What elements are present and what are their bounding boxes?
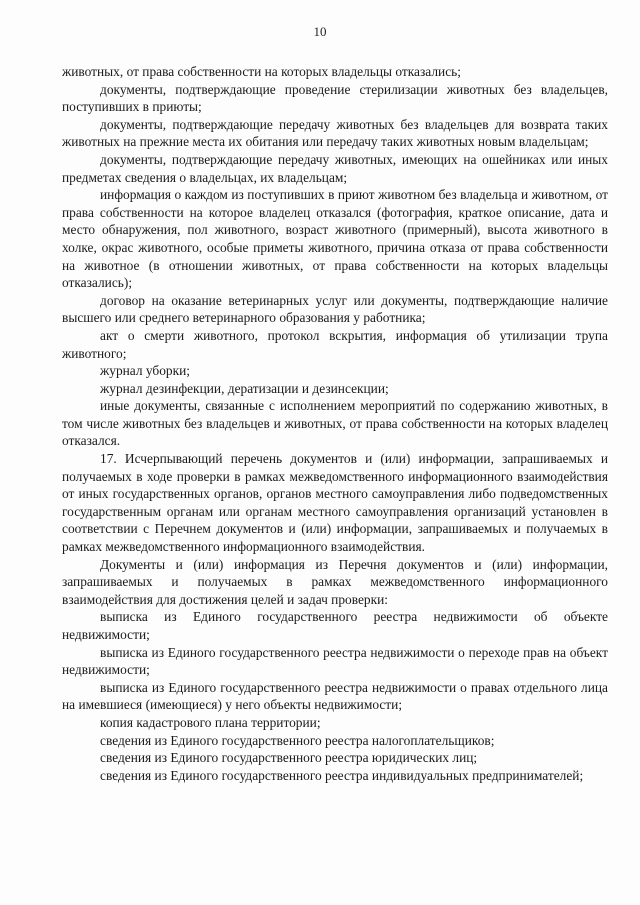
- paragraph: сведения из Единого государственного реестра индивидуальных предпринимателей;: [100, 767, 584, 783]
- paragraph: акт о смерти животного, протокол вскрытия, информация об утилизации трупа животного;: [62, 327, 608, 361]
- paragraph: 17. Исчерпывающий перечень документов и (или) информации, запрашиваемых и получаемых в ходе проверки в рамках межведомственного информационного взаимодействия от иных государственных органов, органов местного самоуправления либо подведомственных государственным органам или органам местного самоуправления организаций установлен в соответствии с Перечнем документов и (или) информации, запрашиваемых и получаемых в рамках межведомственного информационного взаимодействия.: [62, 451, 608, 555]
- paragraph: выписка из Единого государственного реестра недвижимости о правах отдельного лица на имевшиеся (имеющиеся) у него объекты недвижимости;: [62, 679, 608, 713]
- paragraph: выписка из Единого государственного реестра недвижимости об объекте недвижимости;: [62, 609, 608, 642]
- document-body: [62, 63, 608, 784]
- paragraph: животных, от права собственности на которых владельцы отказались;: [62, 64, 461, 79]
- paragraph: журнал уборки;: [100, 363, 191, 379]
- paragraph: сведения из Единого государственного реестра налогоплательщиков;: [100, 732, 495, 748]
- paragraph: иные документы, связанные с исполнением мероприятий по содержанию животных, в том числе животных без владельцев и животных, от права собственности на которых владелец отказался.: [62, 398, 608, 449]
- paragraph: сведения из Единого государственного реестра юридических лиц;: [100, 750, 478, 766]
- paragraph: документы, подтверждающие передачу животных, имеющих на ошейниках или иных предметах сведения о владельцах, их владельцам;: [62, 151, 608, 185]
- paragraph: документы, подтверждающие проведение стерилизации животных без владельцев, поступивших в приюты;: [62, 81, 608, 115]
- paragraph: документы, подтверждающие передачу животных без владельцев для возврата таких животных на прежние места их обитания или передачу таких животных новым владельцам;: [62, 116, 608, 150]
- paragraph: Документы и (или) информация из Перечня документов и (или) информации, запрашиваемых и получаемых в рамках межведомственного информационного взаимодействия для достижения целей и задач проверки:: [62, 556, 608, 607]
- paragraph: договор на оказание ветеринарных услуг или документы, подтверждающие наличие высшего или среднего ветеринарного образования у работника;: [62, 292, 608, 326]
- paragraph: журнал дезинфекции, дератизации и дезинсекции;: [100, 380, 389, 396]
- page-number: 10: [313, 24, 327, 39]
- paragraph: выписка из Единого государственного реестра недвижимости о переходе прав на объект недвижимости;: [62, 644, 608, 678]
- paragraph: информация о каждом из поступивших в приют животном без владельца и животном, от права собственности на которое владелец отказался (фотография, краткое описание, дата и место обнаружения, пол животного, возраст животного (примерный), высота животного в холке, окрас животного, особые приметы животного, причина отказа от права собственности на животное (в отношении животных, от права собственности на которых владельцы отказались);: [62, 187, 608, 291]
- paragraph: копия кадастрового плана территории;: [100, 714, 321, 730]
